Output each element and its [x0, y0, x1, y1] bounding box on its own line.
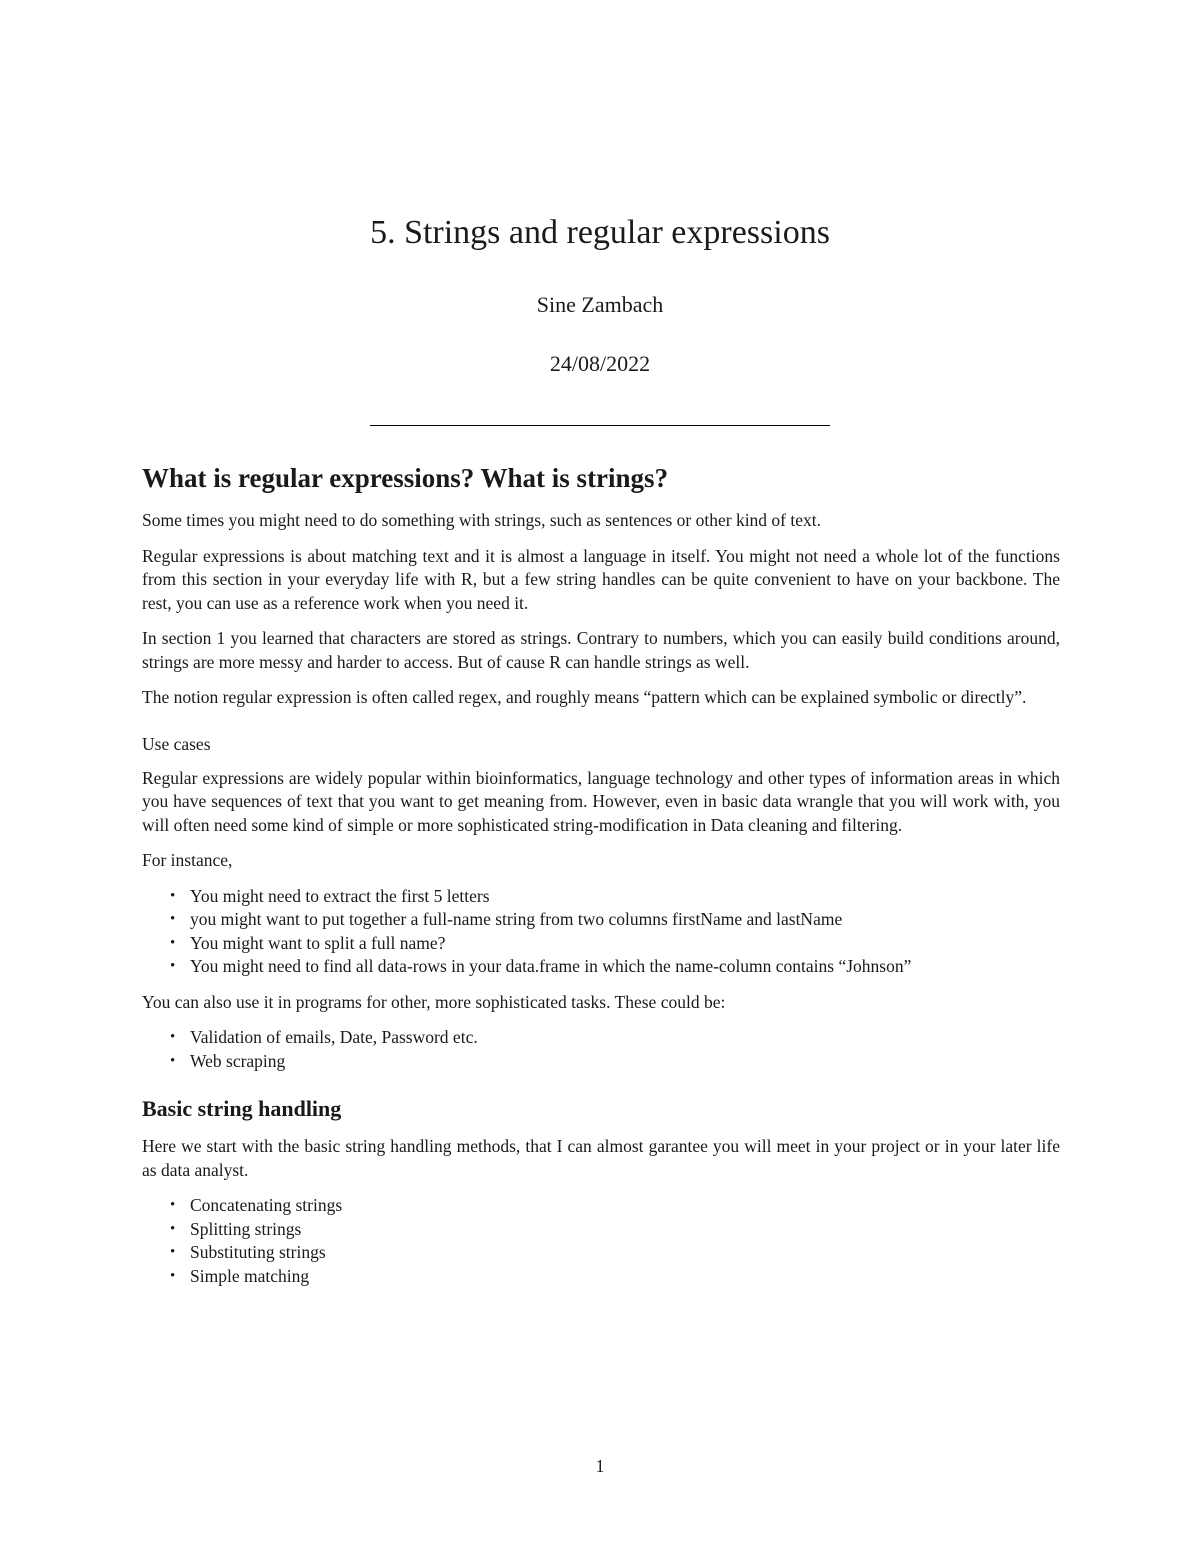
list-item: • Web scraping	[190, 1050, 1060, 1074]
bullet-list-methods	[142, 1194, 1060, 1288]
paragraph: In section 1 you learned that characters are stored as strings. Contrary to numbers, which you can easily build conditions around, strings are more messy and harder to access. But of cause R can handle strings as well.	[142, 628, 1060, 672]
document-author: Sine Zambach	[536, 292, 664, 317]
list-item: • You might need to extract the first 5 letters	[190, 885, 1060, 909]
paragraph: Here we start with the basic string handling methods, that I can almost garantee you will meet in your project or in your later life as data analyst.	[142, 1136, 1060, 1180]
paragraph: Regular expressions is about matching text and it is almost a language in itself. You might not need a whole lot of the functions from this section in your everyday life with R, but a few string handles can be quite convenient to have on your backbone. The rest, you can use as a reference work when you need it.	[142, 545, 1060, 613]
document-title: 5. Strings and regular expressions	[370, 214, 830, 251]
list-item: • Validation of emails, Date, Password etc.	[190, 1026, 1060, 1050]
subheading-use-cases: Use cases	[142, 733, 211, 754]
page-number: 1	[595, 1456, 605, 1476]
title-divider	[370, 425, 830, 426]
paragraph: You can also use it in programs for other, more sophisticated tasks. These could be:	[142, 991, 726, 1012]
section-heading-regex: What is regular expressions? What is strings?	[142, 463, 669, 493]
paragraph: Some times you might need to do something with strings, such as sentences or other kind of text.	[142, 510, 822, 530]
list-item: • you might want to put together a full-name string from two columns firstName and lastName	[190, 908, 1060, 932]
bullet-list-tasks	[142, 1026, 1060, 1073]
paragraph: Regular expressions are widely popular within bioinformatics, language technology and other types of information areas in which you have sequences of text that you want to get meaning from. However, even in basic data wrangle that you will work with, you will often need some kind of simple or more sophisticated string-modification in Data cleaning and filtering.	[142, 767, 1060, 835]
list-item: • Splitting strings	[190, 1218, 1060, 1242]
bullet-list-use-cases	[142, 885, 1060, 979]
list-item: • You might need to find all data-rows in your data.frame in which the name-column contains “Johnson”	[190, 955, 1060, 979]
document-body	[142, 458, 1060, 1300]
section-heading-basic-string-handling: Basic string handling	[142, 1096, 342, 1121]
list-item: • Simple matching	[190, 1265, 1060, 1289]
list-item: • Concatenating strings	[190, 1194, 1060, 1218]
list-item: • Substituting strings	[190, 1241, 1060, 1265]
list-item: • You might want to split a full name?	[190, 932, 1060, 956]
document-date: 24/08/2022	[549, 351, 651, 376]
paragraph: For instance,	[142, 850, 233, 870]
paragraph: The notion regular expression is often called regex, and roughly means “pattern which can be explained symbolic or directly”.	[142, 687, 1027, 707]
